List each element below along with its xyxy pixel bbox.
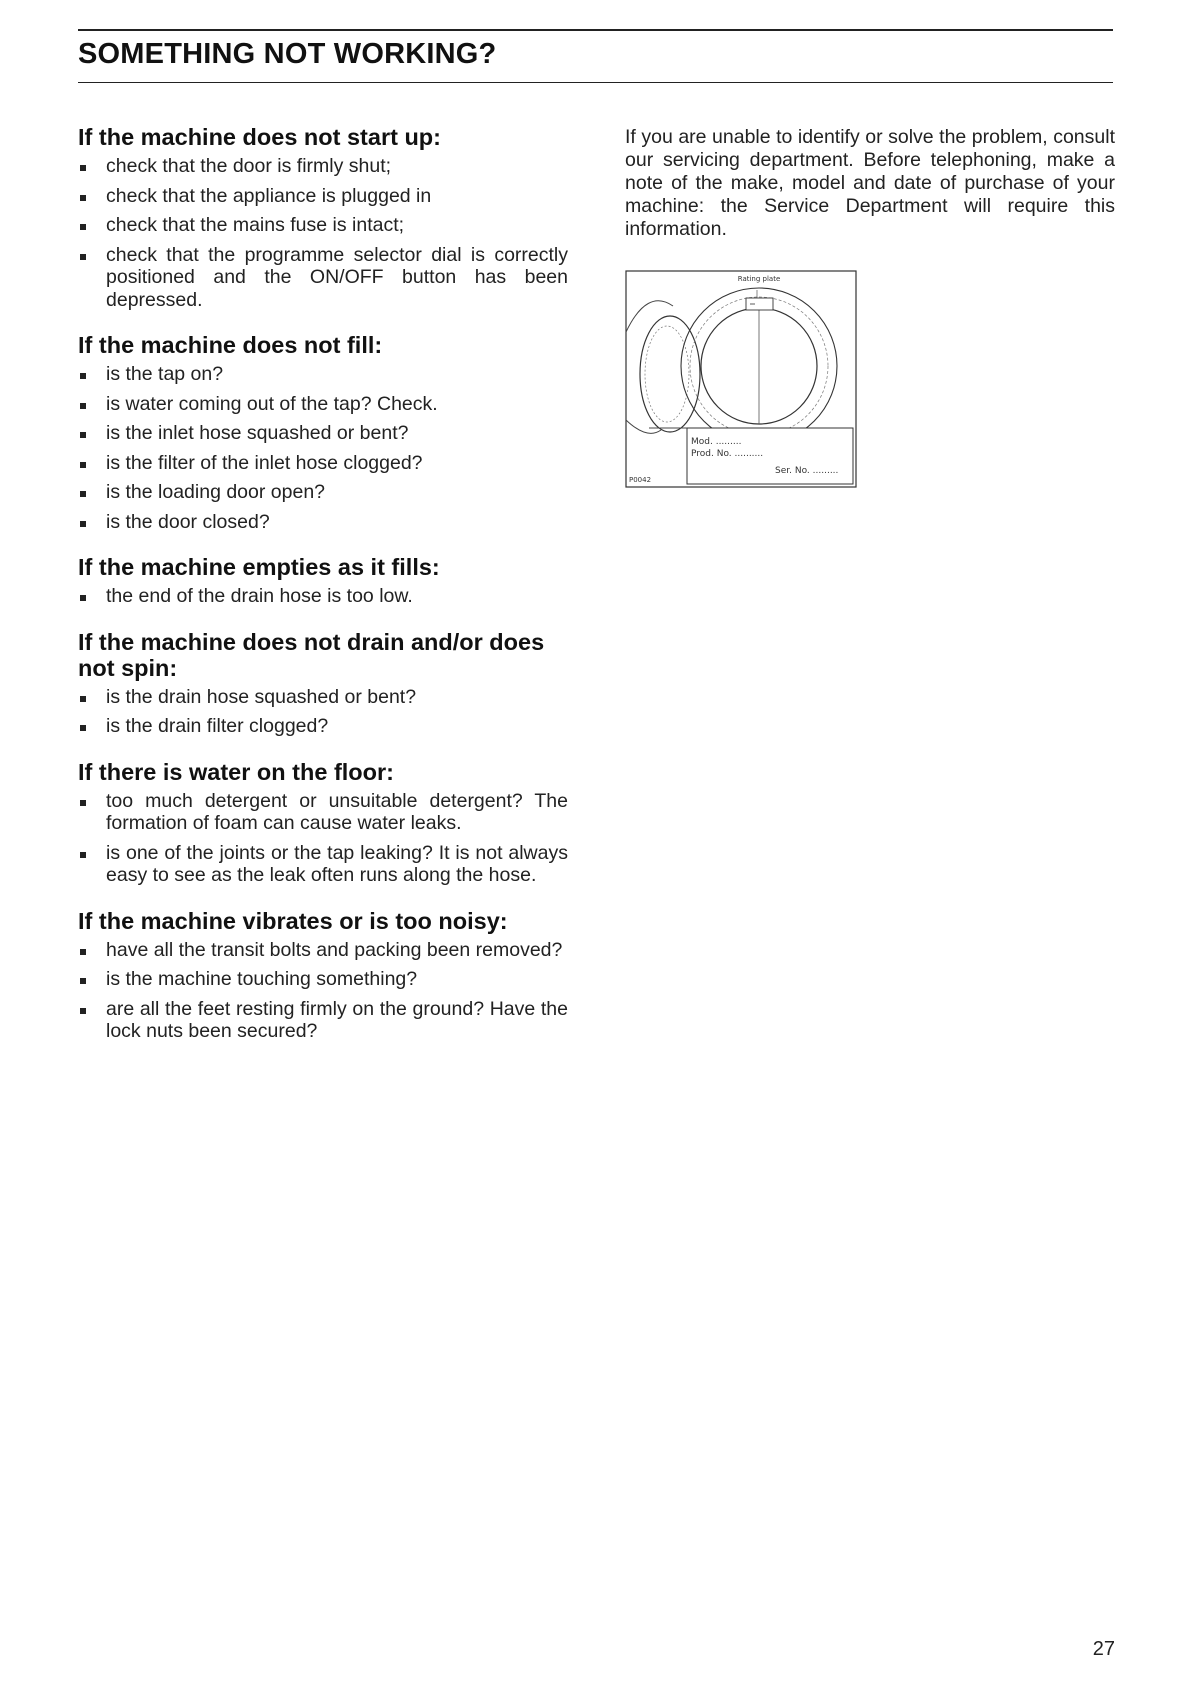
rating-plate-illustration	[625, 270, 857, 488]
square-bullet-icon	[80, 462, 86, 468]
checklist-item	[78, 790, 568, 835]
troubleshooting-section	[78, 629, 568, 738]
rating-plate-figure	[625, 270, 857, 488]
checklist-item-text: check that the door is firmly shut;	[106, 155, 392, 177]
square-bullet-icon	[80, 800, 86, 806]
checklist-item	[78, 998, 568, 1043]
model-number-label: Mod. .........	[691, 437, 742, 447]
checklist-item-text: too much detergent or unsuitable detergent? The formation of foam can cause water leaks.	[106, 789, 568, 834]
page-number: 27	[1092, 1638, 1115, 1660]
checklist-item-text: have all the transit bolts and packing been removed?	[106, 938, 563, 961]
square-bullet-icon	[80, 521, 86, 527]
header-top-rule	[78, 29, 1113, 31]
checklist-item-text: is the machine touching something?	[106, 968, 418, 990]
figure-code: P0042	[629, 476, 652, 484]
troubleshooting-section	[78, 759, 568, 887]
section-heading: If there is water on the floor:	[78, 758, 394, 785]
checklist	[78, 155, 568, 311]
checklist-item-text: is the drain hose squashed or bent?	[106, 685, 417, 708]
checklist-item-text: is the tap on?	[106, 363, 224, 385]
checklist	[78, 790, 568, 887]
square-bullet-icon	[80, 224, 86, 230]
square-bullet-icon	[80, 725, 86, 731]
troubleshooting-section	[78, 124, 568, 311]
checklist-item	[78, 363, 568, 386]
service-info-column	[625, 126, 1115, 241]
checklist-item	[78, 842, 568, 887]
checklist-item-text: is the inlet hose squashed or bent?	[106, 422, 409, 444]
checklist-item	[78, 585, 568, 608]
checklist-item	[78, 968, 568, 991]
troubleshooting-section	[78, 332, 568, 533]
checklist-item-text: check that the programme selector dial is correctly positioned and the ON/OFF button has been depressed.	[106, 243, 568, 311]
checklist	[78, 939, 568, 1043]
page-title: SOMETHING NOT WORKING?	[78, 38, 497, 70]
square-bullet-icon	[80, 165, 86, 171]
troubleshooting-section	[78, 554, 568, 608]
checklist-item-text: are all the feet resting firmly on the ground? Have the lock nuts been secured?	[106, 997, 568, 1042]
square-bullet-icon	[80, 491, 86, 497]
serial-number-label: Ser. No. .........	[775, 466, 839, 476]
header-bottom-rule	[78, 82, 1113, 83]
rating-plate-label: Rating plate	[737, 275, 781, 283]
checklist	[78, 585, 568, 608]
square-bullet-icon	[80, 403, 86, 409]
section-heading: If the machine does not start up:	[78, 124, 441, 150]
checklist-item	[78, 214, 568, 237]
section-heading: If the machine does not drain and/or does not spin:	[78, 628, 545, 681]
checklist-item	[78, 244, 568, 312]
square-bullet-icon	[80, 696, 86, 702]
checklist-item	[78, 511, 568, 534]
checklist-item-text: check that the mains fuse is intact;	[106, 214, 405, 236]
checklist-item	[78, 715, 568, 738]
square-bullet-icon	[80, 978, 86, 984]
service-intro-text: If you are unable to identify or solve the problem, consult our servicing department. Before telephoning, make a note of the make, model and date of purchase of your machine: the Service Department will require this information.	[625, 126, 1115, 240]
square-bullet-icon	[80, 852, 86, 858]
square-bullet-icon	[80, 373, 86, 379]
square-bullet-icon	[80, 595, 86, 601]
checklist	[78, 363, 568, 533]
checklist-item-text: is the filter of the inlet hose clogged?	[106, 451, 423, 474]
checklist-item-text: is the door closed?	[106, 510, 270, 533]
checklist-item	[78, 393, 568, 416]
section-heading: If the machine empties as it fills:	[78, 554, 440, 580]
troubleshooting-column	[78, 124, 568, 1064]
section-heading: If the machine vibrates or is too noisy:	[78, 907, 508, 934]
checklist-item	[78, 452, 568, 475]
checklist-item	[78, 939, 568, 962]
square-bullet-icon	[80, 1008, 86, 1014]
checklist-item	[78, 481, 568, 504]
checklist-item-text: is water coming out of the tap? Check.	[106, 392, 438, 415]
checklist-item-text: check that the appliance is plugged in	[106, 184, 432, 207]
checklist-item	[78, 185, 568, 208]
troubleshooting-section	[78, 908, 568, 1043]
square-bullet-icon	[80, 949, 86, 955]
checklist-item-text: is the loading door open?	[106, 481, 326, 503]
square-bullet-icon	[80, 254, 86, 260]
checklist-item-text: is the drain filter clogged?	[106, 715, 329, 737]
checklist-item-text: is one of the joints or the tap leaking? It is not always easy to see as the leak often runs along the hose.	[106, 841, 568, 886]
section-heading: If the machine does not fill:	[78, 332, 383, 358]
checklist-item-text: the end of the drain hose is too low.	[106, 585, 413, 607]
checklist	[78, 686, 568, 738]
square-bullet-icon	[80, 195, 86, 201]
product-number-label: Prod. No. ..........	[691, 449, 764, 459]
checklist-item	[78, 422, 568, 445]
checklist-item	[78, 686, 568, 709]
checklist-item	[78, 155, 568, 178]
square-bullet-icon	[80, 432, 86, 438]
